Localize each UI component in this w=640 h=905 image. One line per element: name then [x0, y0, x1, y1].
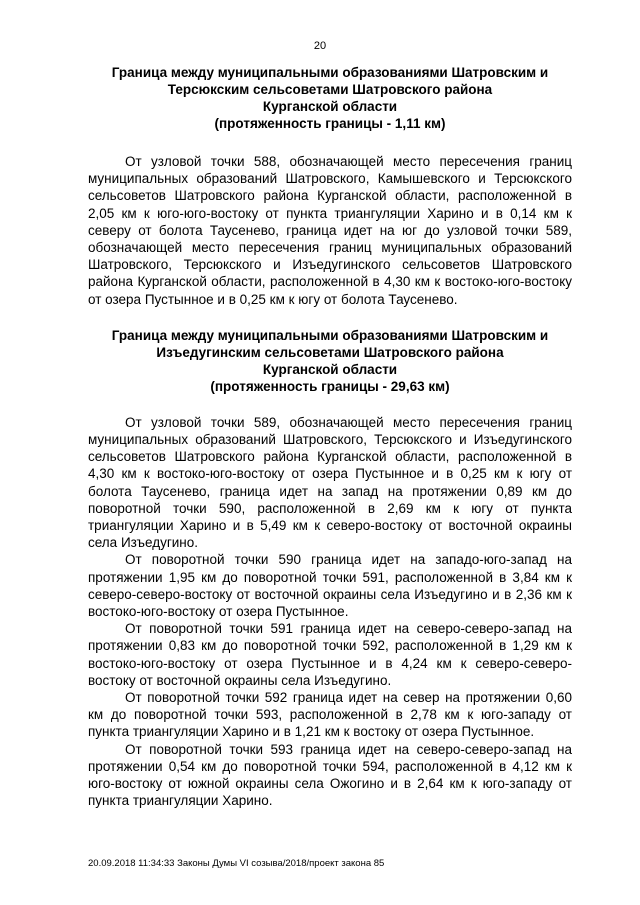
section-paragraph: От поворотной точки 590 граница идет на западо-юго-запад на протяжении 1,95 км до поворотной точки 591, расположенной в 3,84 км к северо-северо-востоку от восточной окраины села Изъедугино и в 2,36 км к востоко-юго-востоку от озера Пустынное. [88, 552, 572, 620]
section-title [88, 327, 572, 395]
document-footer: 20.09.2018 11:34:33 Законы Думы VI созыва/2018/проект закона 85 [88, 858, 385, 869]
section-paragraph: От узловой точки 588, обозначающей место пересечения границ муниципальных образований Шатровского, Камышевского и Терсюкского сельсоветов Шатровского района Курганской области, расположенной в 2,05 км к юго-юго-востоку от пункта триангуляции Харино и в 0,14 км к северу от болота Таусенево, граница идет на юг до узловой точки 589, обозначающей место пересечения границ муниципальных образований Шатровского, Терсюкского и Изъедугинского сельсоветов Шатровского района Курганской области, расположенной в 4,30 км к востоко-юго-востоку от озера Пустынное и в 0,25 км к югу от болота Таусенево. [88, 154, 572, 307]
section-title-line: Курганской области [262, 361, 398, 377]
document-body [88, 64, 572, 810]
section-title-line: Изъедугинским сельсоветами Шатровского района [156, 344, 504, 360]
page-number: 20 [313, 40, 327, 52]
section-paragraph: От узловой точки 589, обозначающей место пересечения границ муниципальных образований Шатровского, Терсюкского и Изъедугинского сельсоветов Шатровского района Курганской области, расположенной в 4,30 км к востоко-юго-востоку от озера Пустынное и в 0,25 км к югу от болота Таусенево, граница идет на запад на протяжении 0,89 км до поворотной точки 590, расположенной в 2,69 км к югу от пункта триангуляции Харино и в 5,49 км к северо-востоку от восточной окраины села Изъедугино. [88, 414, 572, 551]
section-paragraph: От поворотной точки 592 граница идет на север на протяжении 0,60 км до поворотной точки 593, расположенной в 2,78 км к юго-западу от пункта триангуляции Харино и в 1,21 км к востоку от озера Пустынное. [88, 690, 572, 740]
section-length-line: (протяженность границы - 29,63 км) [210, 378, 450, 394]
section-paragraph: От поворотной точки 591 граница идет на северо-северо-запад на протяжении 0,83 км до поворотной точки 592, расположенной в 1,29 км к востоко-юго-востоку от озера Пустынное и в 4,24 км к северо-северо-востоку от восточной окраины села Изъедугино. [88, 621, 572, 688]
section-title [88, 64, 572, 132]
section-title-line: Терсюкским сельсоветами Шатровского района [167, 82, 493, 97]
section-title-line: Курганской области [262, 99, 398, 114]
section-length-line: (протяженность границы - 1,11 км) [214, 116, 446, 131]
section-paragraph: От поворотной точки 593 граница идет на северо-северо-запад на протяжении 0,54 км до поворотной точки 594, расположенной в 4,12 км к юго-востоку от южной окраины села Ожогино и в 2,64 км к юго-западу от пункта триангуляции Харино. [88, 741, 572, 809]
section-title-line: Граница между муниципальными образованиями Шатровским и [111, 65, 549, 80]
section-title-line: Граница между муниципальными образованиями Шатровским и [111, 327, 549, 343]
